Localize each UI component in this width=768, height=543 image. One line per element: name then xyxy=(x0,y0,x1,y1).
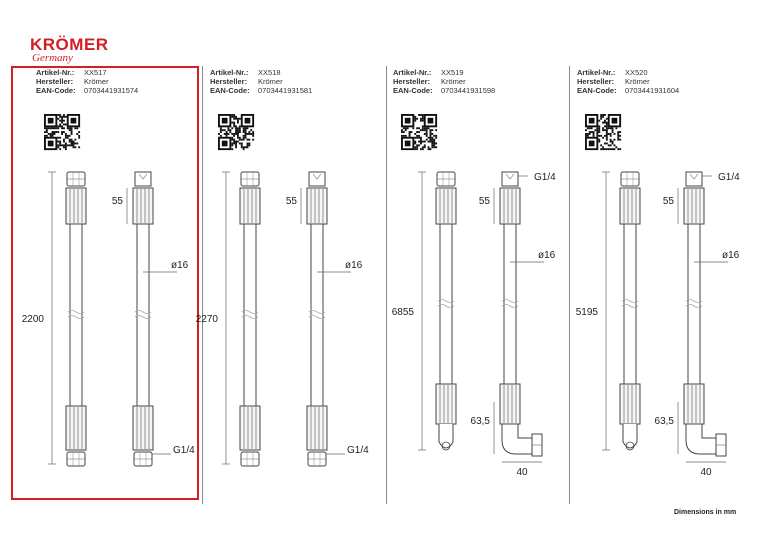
info-label: Hersteller: xyxy=(577,77,615,86)
diameter-dimension: ø16 xyxy=(538,250,556,261)
hex-nut xyxy=(67,452,85,466)
elbow-width-dimension: 40 xyxy=(700,467,712,478)
hose-body xyxy=(502,224,518,384)
hose-fitting xyxy=(240,406,260,450)
hex-nut xyxy=(241,172,259,186)
qr-code xyxy=(43,113,81,151)
elbow-fitting-front xyxy=(439,424,453,450)
hex-nut xyxy=(308,452,326,466)
info-value: Krömer xyxy=(441,77,466,86)
info-label: Hersteller: xyxy=(210,77,248,86)
info-label: Artikel-Nr.: xyxy=(577,68,616,77)
info-label: EAN-Code: xyxy=(210,86,250,95)
brand-logo xyxy=(30,35,150,65)
hose-fitting xyxy=(620,384,640,424)
info-value: Krömer xyxy=(625,77,650,86)
info-value: 0703441931598 xyxy=(441,86,496,95)
thread-dimension: G1/4 xyxy=(347,445,369,456)
length-dimension: 5195 xyxy=(575,307,598,318)
hex-nut xyxy=(437,172,455,186)
hose-body xyxy=(622,224,638,384)
info-value: 0703441931604 xyxy=(625,86,680,95)
info-label: Artikel-Nr.: xyxy=(210,68,249,77)
diameter-dimension: ø16 xyxy=(722,250,740,261)
hose-fitting xyxy=(436,188,456,224)
hose-fitting xyxy=(500,188,520,224)
hose-fitting xyxy=(684,384,704,424)
hose-fitting xyxy=(240,188,260,224)
top-fitting-side xyxy=(309,172,325,186)
length-dimension: 2200 xyxy=(21,314,44,325)
elbow-height-dimension: 63,5 xyxy=(654,416,674,427)
socket-length-dimension: 55 xyxy=(662,196,674,207)
hose-fitting xyxy=(500,384,520,424)
hose-drawing xyxy=(195,62,400,504)
info-value: XX518 xyxy=(258,68,281,77)
hose-fitting xyxy=(307,188,327,224)
length-dimension: 2270 xyxy=(195,314,218,325)
top-fitting-side xyxy=(135,172,151,186)
info-value: XX519 xyxy=(441,68,464,77)
hex-nut xyxy=(241,452,259,466)
hex-nut xyxy=(134,452,152,466)
hose-body xyxy=(438,224,454,384)
top-fitting-side xyxy=(686,172,702,186)
hose-fitting xyxy=(684,188,704,224)
info-value: Krömer xyxy=(258,77,283,86)
info-label: EAN-Code: xyxy=(577,86,617,95)
hose-body xyxy=(242,224,258,406)
brand-name: KRÖMER xyxy=(30,35,109,54)
info-label: EAN-Code: xyxy=(36,86,76,95)
hose-body xyxy=(68,224,84,406)
hose-fitting xyxy=(66,188,86,224)
elbow-height-dimension: 63,5 xyxy=(470,416,490,427)
length-dimension: 6855 xyxy=(391,307,414,318)
socket-length-dimension: 55 xyxy=(111,196,123,207)
hex-nut xyxy=(67,172,85,186)
hose-drawing xyxy=(21,62,226,504)
hose-fitting xyxy=(436,384,456,424)
hose-fitting xyxy=(133,406,153,450)
hose-body xyxy=(135,224,151,406)
diameter-dimension: ø16 xyxy=(171,260,189,271)
hose-fitting xyxy=(307,406,327,450)
info-value: 0703441931581 xyxy=(258,86,313,95)
hose-fitting xyxy=(66,406,86,450)
info-value: XX520 xyxy=(625,68,648,77)
socket-length-dimension: 55 xyxy=(478,196,490,207)
info-label: Hersteller: xyxy=(393,77,431,86)
diameter-dimension: ø16 xyxy=(345,260,363,271)
hose-body xyxy=(309,224,325,406)
hose-drawing xyxy=(577,62,767,504)
hose-drawing xyxy=(393,62,583,504)
thread-dimension: G1/4 xyxy=(173,445,195,456)
units-note: Dimensions in mm xyxy=(674,509,737,516)
brand-subtitle: Germany xyxy=(32,52,73,64)
info-value: Krömer xyxy=(84,77,109,86)
qr-code xyxy=(400,113,438,151)
elbow-fitting-side xyxy=(686,424,726,456)
elbow-fitting-side xyxy=(502,424,542,456)
hose-fitting xyxy=(133,188,153,224)
info-label: Hersteller: xyxy=(36,77,74,86)
info-label: Artikel-Nr.: xyxy=(393,68,432,77)
thread-dimension: G1/4 xyxy=(534,172,556,183)
hose-body xyxy=(686,224,702,384)
qr-code xyxy=(217,113,255,151)
info-label: EAN-Code: xyxy=(393,86,433,95)
info-value: XX517 xyxy=(84,68,107,77)
elbow-fitting-front xyxy=(623,424,637,450)
thread-dimension: G1/4 xyxy=(718,172,740,183)
info-value: 0703441931574 xyxy=(84,86,139,95)
top-fitting-side xyxy=(502,172,518,186)
socket-length-dimension: 55 xyxy=(285,196,297,207)
info-label: Artikel-Nr.: xyxy=(36,68,75,77)
elbow-width-dimension: 40 xyxy=(516,467,528,478)
qr-code xyxy=(584,113,622,151)
hose-fitting xyxy=(620,188,640,224)
hex-nut xyxy=(621,172,639,186)
